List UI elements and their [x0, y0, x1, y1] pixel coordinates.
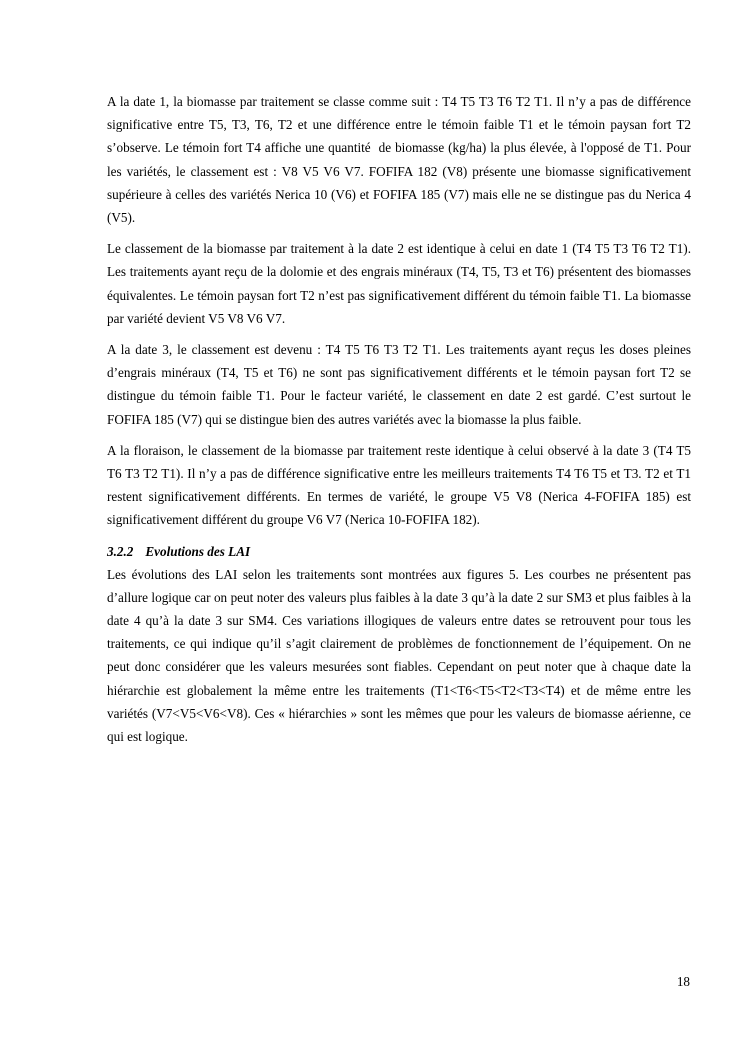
paragraph-date-2: Le classement de la biomasse par traitement à la date 2 est identique à celui en date 1 (T4 T5 T3 T6 T2 T1). Les traitements ayant reçu de la dolomie et des engrais minéraux (T4, T5, T3 et T6) présentent des biomasses équivalentes. Le témoin paysan fort T2 n’est pas significativement différent du témoin faible T1. La biomasse par variété devient V5 V8 V6 V7. [107, 241, 691, 326]
paragraph-date-3: A la date 3, le classement est devenu : T4 T5 T6 T3 T2 T1. Les traitements ayant reçus les doses pleines d’engrais minéraux (T4, T5 et T6) ne sont pas significativement différents et le témoin paysan fort T2 se distingue du témoin faible T1. Pour le facteur variété, le classement en date 2 est gardé. C’est surtout le FOFIFA 185 (V7) qui se distingue bien des autres variétés avec la biomasse la plus faible. [107, 342, 691, 427]
paragraph-lai: Les évolutions des LAI selon les traitements sont montrées aux figures 5. Les courbes ne présentent pas d’allure logique car on peut noter des valeurs plus faibles à la date 3 qu’à la date 2 sur SM3 et plus faibles à la date 4 qu’à la date 3 sur SM4. Ces variations illogiques de valeurs entre dates se retrouvent pour tous les traitements, ce qui indique qu’il s’agit clairement de problèmes de fonctionnement de l’équipement. On ne peut donc considérer que les valeurs mesurées sont fiables. Cependant on peut noter que à chaque date la hiérarchie est globalement la même entre les traitements (T1<T6<T5<T2<T3<T4) et de même entre les variétés (V7<V5<V6<V8). Ces « hiérarchies » sont les mêmes que pour les valeurs de biomasse aérienne, ce qui est logique. [107, 566, 691, 745]
page-number: 18 [676, 974, 690, 989]
paragraph-date-1: A la date 1, la biomasse par traitement se classe comme suit : T4 T5 T3 T6 T2 T1. Il n’y a pas de différence significative entre T5, T3, T6, T2 et une différence entre le témoin faible T1 et le témoin paysan fort T2 s’observe. Le témoin fort T4 affiche une quantité de biomasse (kg/ha) la plus élevée, à l'opposé de T1. Pour les variétés, le classement est : V8 V5 V6 V7. FOFIFA 182 (V8) présente une biomasse significativement supérieure à celles des variétés Nerica 10 (V6) et FOFIFA 185 (V7) mais elle ne se distingue pas du Nerica 4 (V5). [107, 94, 691, 226]
paragraph-floraison: A la floraison, le classement de la biomasse par traitement reste identique à celui observé à la date 3 (T4 T5 T6 T3 T2 T1). Il n’y a pas de différence significative entre les meilleurs traitements T4 T6 T5 et T3. T2 et T1 restent significativement différents. En termes de variété, le groupe V5 V8 (Nerica 4-FOFIFA 185) est significativement différent du groupe V6 V7 (Nerica 10-FOFIFA 182). [107, 442, 691, 528]
section-number: 3.2.2 [107, 543, 134, 559]
document-page [107, 90, 691, 756]
section-title: Evolutions des LAI [145, 543, 251, 559]
section-heading [107, 540, 691, 563]
